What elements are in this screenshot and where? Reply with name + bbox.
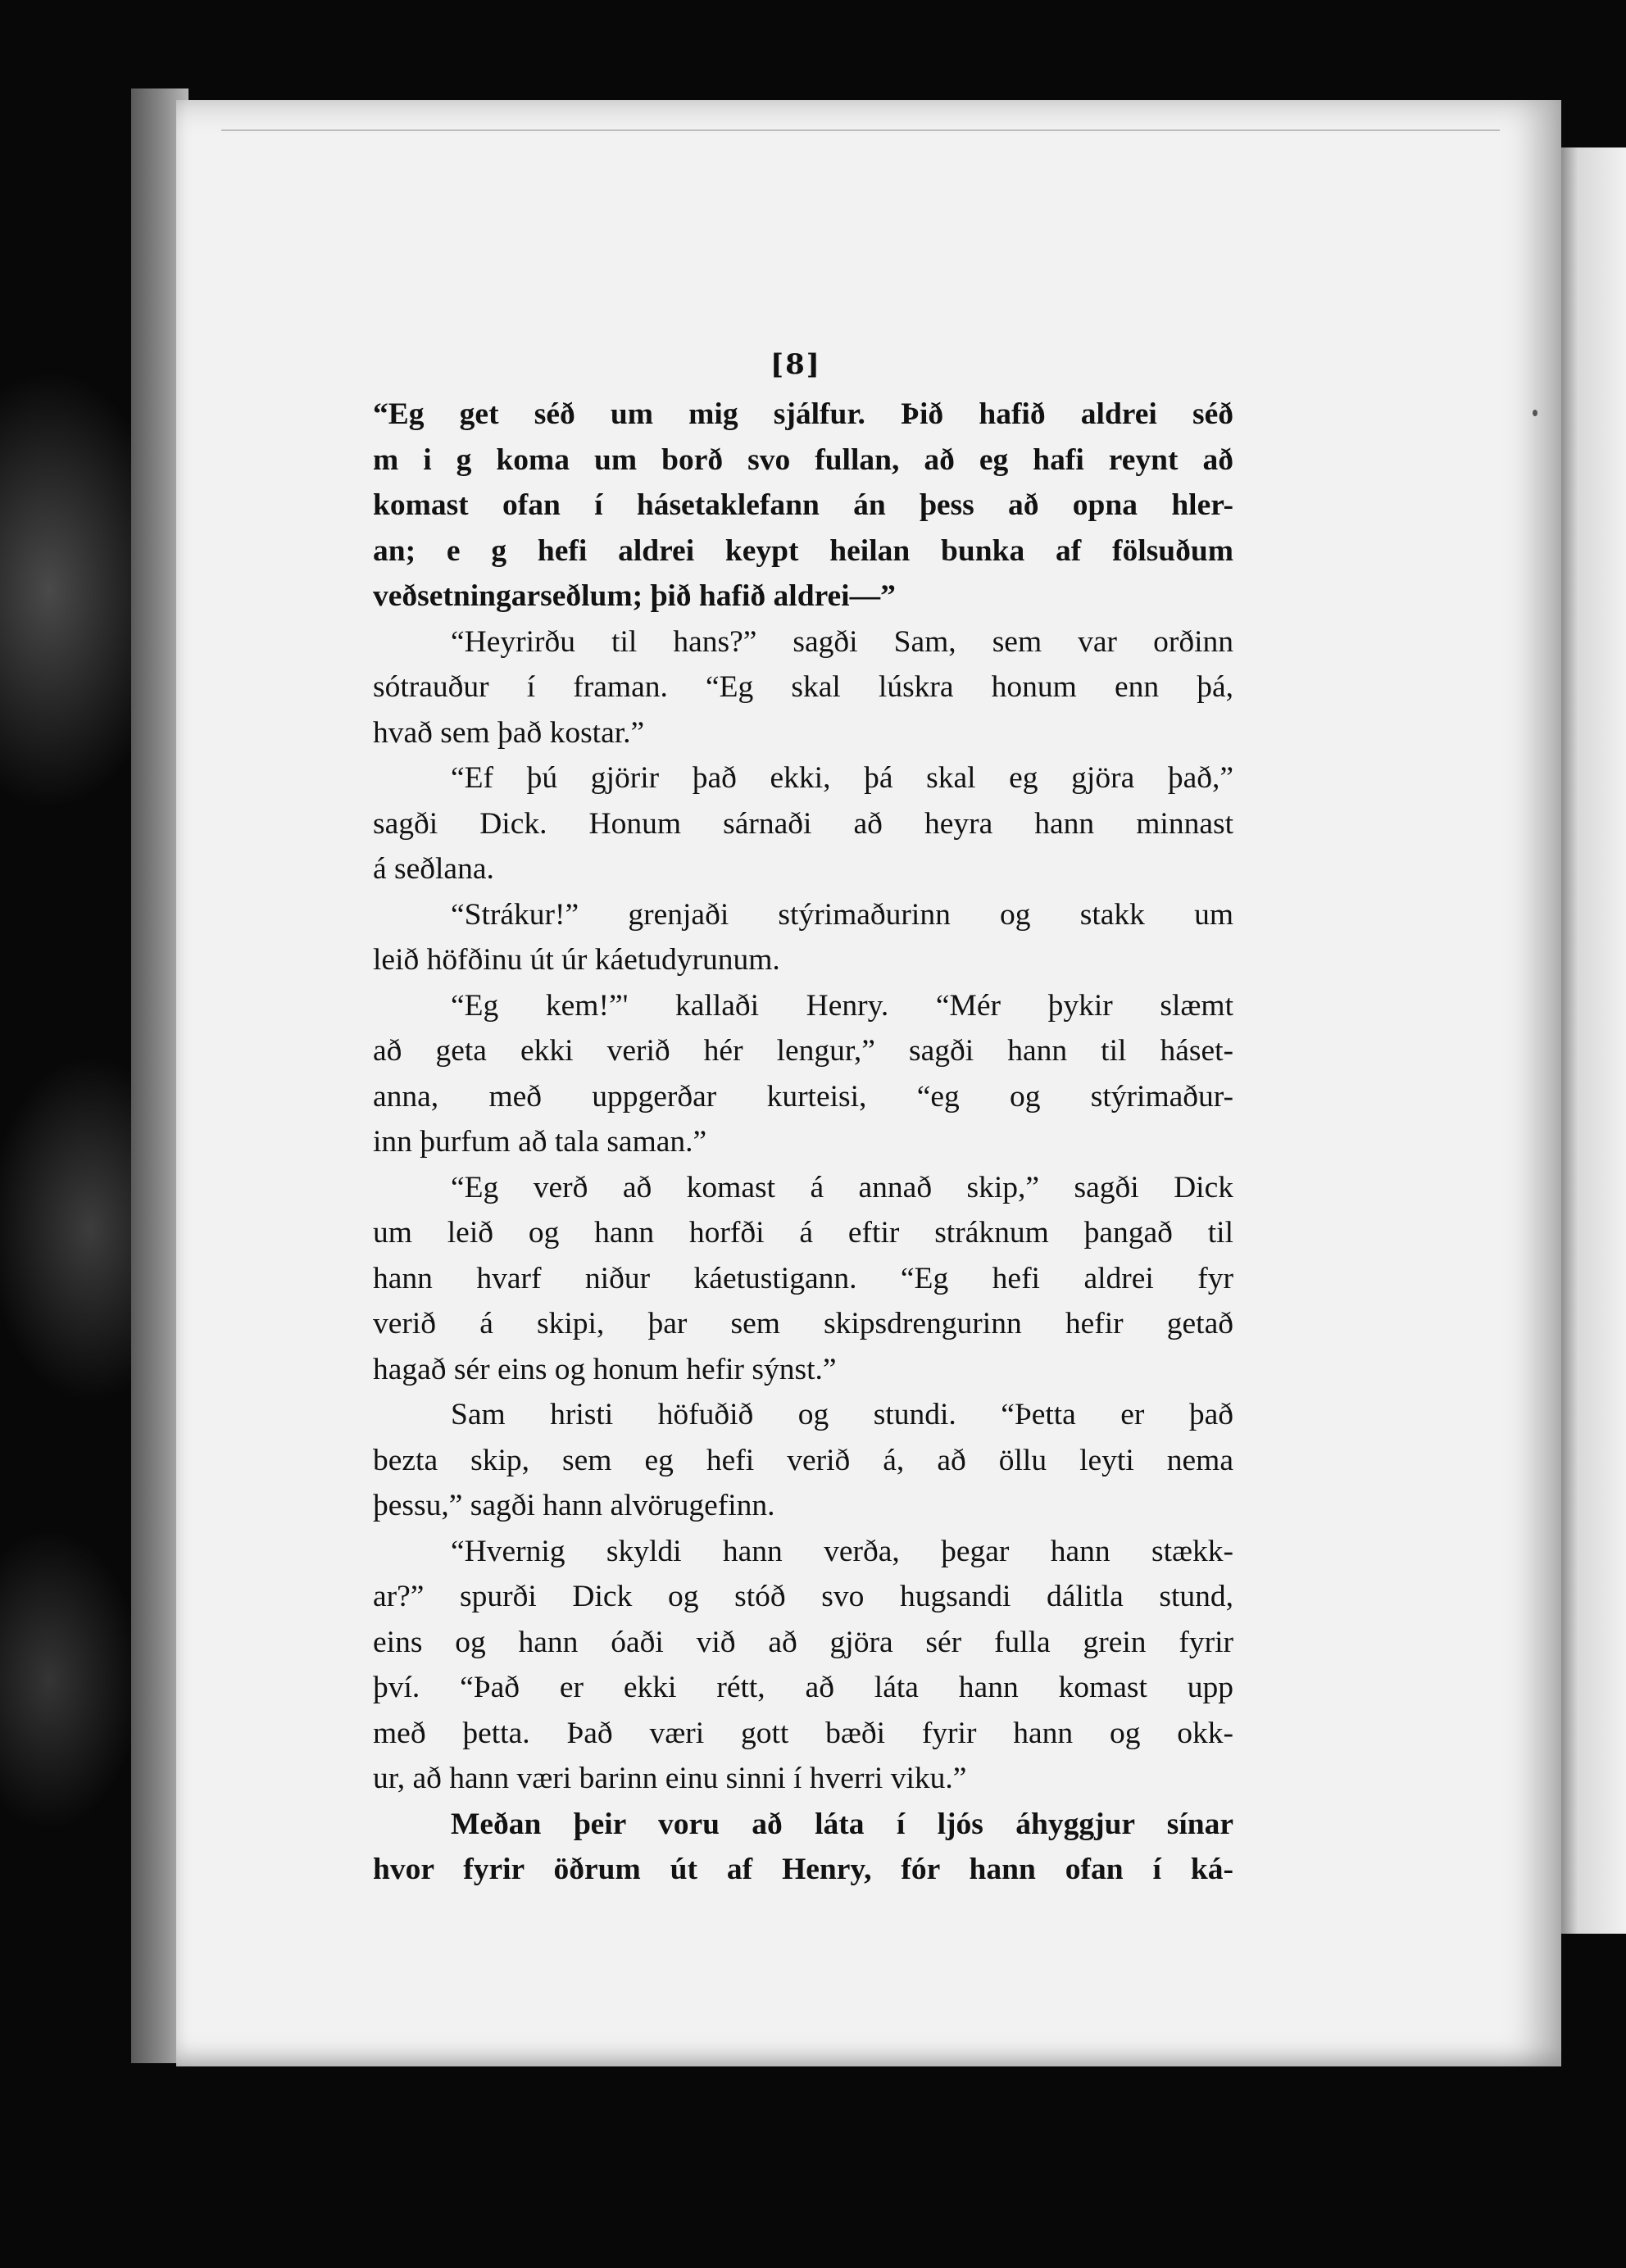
page-top-edge <box>221 129 1500 131</box>
text-line: “Ef þú gjörir það ekki, þá skal eg gjöra það,” <box>451 761 1233 795</box>
text-line: veðsetningarseðlum; þið hafið aldrei—” <box>373 579 896 613</box>
ink-speck <box>1533 410 1537 416</box>
text-line: um leið og hann horfði á eftir stráknum þangað til <box>373 1216 1233 1250</box>
page-number: [8] <box>770 348 821 381</box>
text-line: Meðan þeir voru að láta í ljós áhyggjur sínar <box>451 1807 1233 1841</box>
text-line: ar?” spurði Dick og stóð svo hugsandi dálitla stund, <box>373 1580 1233 1613</box>
text-line: hann hvarf niður káetustigann. “Eg hefi aldrei fyr <box>373 1261 1233 1295</box>
text-line: eins og hann óaði við að gjöra sér fulla grein fyrir <box>373 1625 1233 1659</box>
text-line: “Eg kem!”' kallaði Henry. “Mér þykir slæmt <box>451 988 1233 1023</box>
text-line: “Hvernig skyldi hann verða, þegar hann stækk- <box>451 1534 1233 1568</box>
text-line: “Eg verð að komast á annað skip,” sagði Dick <box>451 1170 1233 1204</box>
text-line: með þetta. Það væri gott bæði fyrir hann og okk- <box>373 1716 1233 1750</box>
text-line: “Heyrirðu til hans?” sagði Sam, sem var orðinn <box>451 624 1233 659</box>
text-line: bezta skip, sem eg hefi verið á, að öllu leyti nema <box>373 1443 1233 1477</box>
text-line: komast ofan í hásetaklefann án þess að opna hler- <box>373 488 1233 522</box>
text-line: þessu,” sagði hann alvörugefinn. <box>373 1489 775 1522</box>
text-line: því. “Það er ekki rétt, að láta hann komast upp <box>373 1671 1233 1704</box>
body-text <box>373 392 1233 1893</box>
text-line: á seðlana. <box>373 852 494 886</box>
text-line: leið höfðinu út úr káetudyrunum. <box>373 943 780 977</box>
text-line: ur, að hann væri barinn einu sinni í hverri viku.” <box>373 1762 967 1795</box>
text-line: “Strákur!” grenjaði stýrimaðurinn og stakk um <box>451 897 1233 932</box>
text-line: verið á skipi, þar sem skipsdrengurinn hefir getað <box>373 1307 1233 1340</box>
text-line: sagði Dick. Honum sárnaði að heyra hann minnast <box>373 806 1233 841</box>
text-line: Sam hristi höfuðið og stundi. “Þetta er það <box>451 1398 1233 1431</box>
text-line: inn þurfum að tala saman.” <box>373 1125 707 1159</box>
text-line: an; e g hefi aldrei keypt heilan bunka af fölsuðum <box>373 533 1233 568</box>
text-line: “Eg get séð um mig sjálfur. Þið hafið aldrei séð <box>373 397 1233 431</box>
text-line: að geta ekki verið hér lengur,” sagði hann til háset- <box>373 1034 1233 1068</box>
text-line: anna, með uppgerðar kurteisi, “eg og stýrimaður- <box>373 1079 1233 1114</box>
text-line: m i g koma um borð svo fullan, að eg hafi reynt að <box>373 442 1233 477</box>
text-line: sótrauður í framan. “Eg skal lúskra honum enn þá, <box>373 670 1233 704</box>
text-line: hagað sér eins og honum hefir sýnst.” <box>373 1352 837 1386</box>
text-line: hvað sem það kostar.” <box>373 715 645 750</box>
text-line: hvor fyrir öðrum út af Henry, fór hann ofan í ká- <box>373 1853 1233 1886</box>
adjacent-page-edge <box>1557 147 1626 1934</box>
